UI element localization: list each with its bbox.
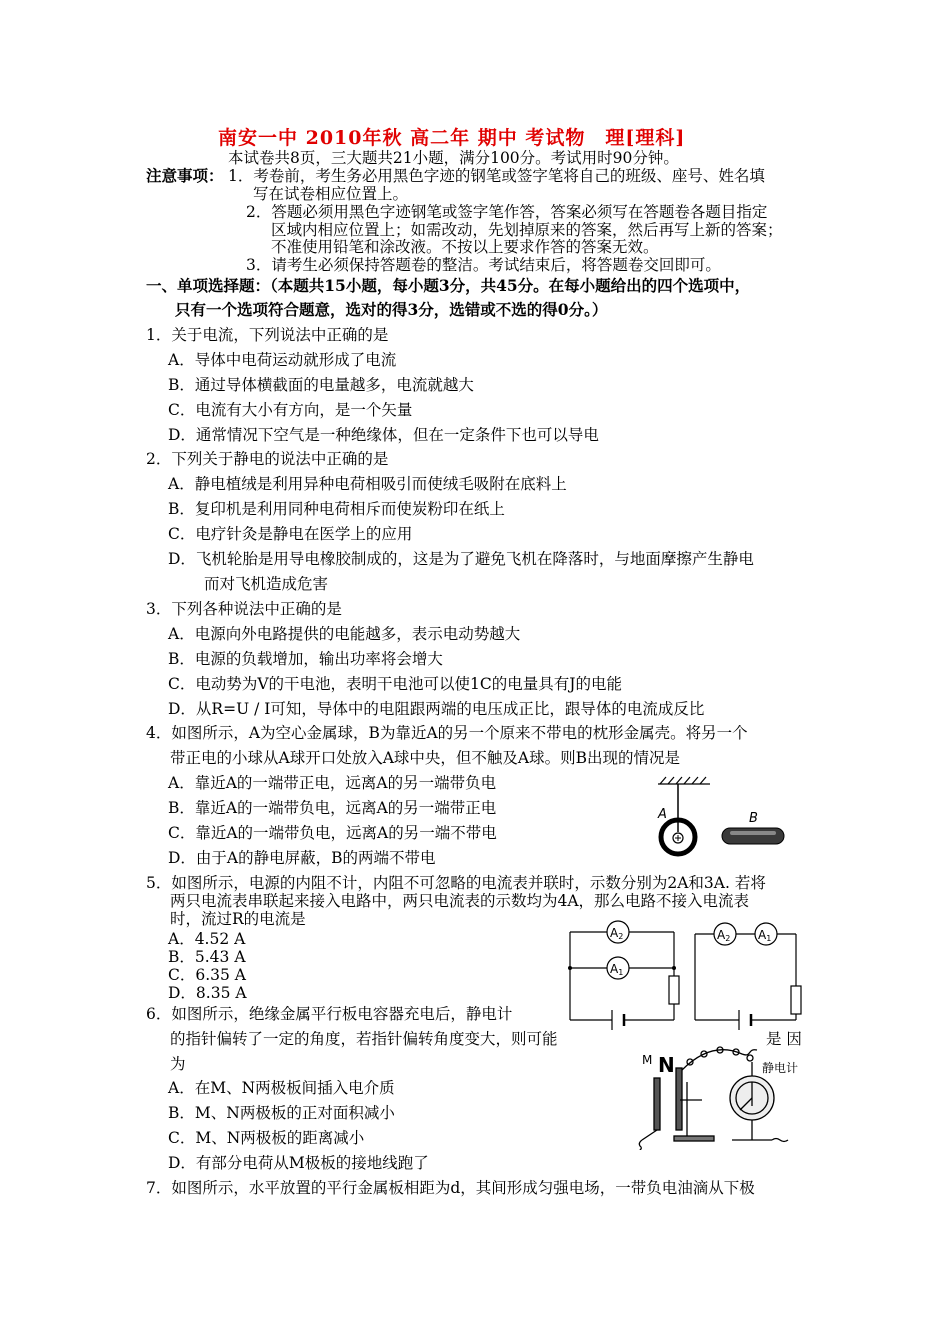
q4-stem-2: 带正电的小球从A球开口处放入A球中央，但不触及A球。则B出现的情况是: [170, 749, 680, 767]
notice-3: 3．请考生必须保持答题卷的整洁。考试结束后，将答题卷交回即可。: [246, 256, 721, 274]
parallel-circuit: [570, 921, 679, 1030]
q1-option-b: B．通过导体横截面的电量越多，电流就越大: [168, 376, 474, 394]
q5-stem-2: 两只电流表串联起来接入电路中，两只电流表的示数均为4A，那么电路不接入电流表: [170, 892, 750, 910]
q3-option-b: B．电源的负载增加，输出功率将会增大: [168, 650, 443, 668]
notice-1b: 写在试卷相应位置上。: [253, 185, 409, 203]
q4-option-b: B．靠近A的一端带负电，远离A的另一端带正电: [168, 799, 497, 817]
q6-option-c: C．M、N两极板的距离减小: [168, 1129, 365, 1147]
q2-stem: 2．下列关于静电的说法中正确的是: [146, 450, 389, 468]
q5-figure: [562, 916, 812, 1034]
q1-option-c: C．电流有大小有方向，是一个矢量: [168, 401, 413, 419]
q3-option-a: A．电源向外电路提供的电能越多，表示电动势越大: [168, 625, 521, 643]
label-b: B: [749, 811, 758, 826]
q6-stem-1: 6．如图所示，绝缘金属平行板电容器充电后，静电计: [146, 1005, 513, 1023]
q4-option-d: D．由于A的静电屏蔽，B的两端不带电: [168, 849, 436, 867]
ammeter-a1-left: A1: [610, 962, 624, 977]
q4-option-a: A．靠近A的一端带正电，远离A的另一端带负电: [168, 774, 497, 792]
q5-stem-3: 时，流过R的电流是: [170, 910, 306, 928]
notice-2a: 2．答题必须用黑色字迹钢笔或签字笔作答，答案必须写在答题卷各题目指定: [246, 203, 768, 221]
ceiling-hatch: [658, 777, 710, 784]
q3-stem: 3．下列各种说法中正确的是: [146, 600, 342, 618]
ammeter-a2-right: A2: [717, 928, 731, 943]
q2-option-d: D．飞机轮胎是用导电橡胶制成的，这是为了避免飞机在降落时，与地面摩擦产生静电: [168, 550, 754, 568]
q2-option-d-cont: 而对飞机造成危害: [204, 575, 329, 593]
q7-stem-1: 7．如图所示，水平放置的平行金属板相距为d，其间形成匀强电场，一带负电油滴从下极: [146, 1179, 755, 1197]
label-electroscope: 静电计: [762, 1061, 799, 1075]
pillow-conductor-b: [722, 828, 784, 844]
q5-stem-1: 5．如图所示，电源的内阻不计，内阻不可忽略的电流表并联时，示数分别为2A和3A. 若将: [146, 874, 766, 892]
section-heading-2: 只有一个选项符合题意，选对的得3分，选错或不选的得0分。）: [175, 300, 608, 319]
q6-stem-3: 为: [170, 1055, 186, 1073]
q6-figure: [612, 1040, 812, 1150]
label-m: M: [642, 1053, 653, 1067]
notice-label: 注意事项：: [146, 166, 224, 185]
label-n: N: [658, 1053, 675, 1077]
q2-option-a: A．静电植绒是利用异种电荷相吸引而使绒毛吸附在底料上: [168, 475, 567, 493]
q6-option-a: A．在M、N两极板间插入电介质: [168, 1079, 395, 1097]
q1-option-d: D．通常情况下空气是一种绝缘体，但在一定条件下也可以导电: [168, 426, 599, 444]
q2-option-b: B．复印机是利用同种电荷相斥而使炭粉印在纸上: [168, 500, 505, 518]
q4-figure: [640, 772, 790, 862]
q1-stem: 1．关于电流，下列说法中正确的是: [146, 326, 389, 344]
q6-option-b: B．M、N两极板的正对面积减小: [168, 1104, 395, 1122]
q5-option-b: B．5.43 A: [168, 948, 246, 966]
q6-option-d: D．有部分电荷从M极板的接地线跑了: [168, 1154, 429, 1172]
series-circuit: [695, 923, 801, 1030]
capacitor-plates: [639, 1068, 714, 1150]
q2-option-c: C．电疗针灸是静电在医学上的应用: [168, 525, 413, 543]
page-title: 南安一中 2010年秋 高二年 期中 考试物 理[理科]: [218, 127, 686, 149]
intro-text: 本试卷共8页，三大题共21小题，满分100分。考试用时90分钟。: [228, 149, 679, 167]
q5-option-c: C．6.35 A: [168, 966, 246, 984]
q1-option-a: A．导体中电荷运动就形成了电流: [168, 351, 397, 369]
section-heading-1: 一、单项选择题：（本题共15小题，每小题3分，共45分。在每小题给出的四个选项中，: [146, 276, 751, 295]
q4-stem-1: 4．如图所示，A为空心金属球，B为靠近A的另一个原来不带电的枕形金属壳。将另一个: [146, 724, 748, 742]
label-a: A: [658, 807, 667, 822]
q6-stem-2b: 是 因: [766, 1030, 802, 1048]
q4-option-c: C．靠近A的一端带负电，远离A的另一端不带电: [168, 824, 497, 842]
notice-2c: 不准使用铅笔和涂改液。不按以上要求作答的答案无效。: [271, 238, 659, 256]
q5-option-a: A．4.52 A: [168, 930, 246, 948]
connecting-wire: [682, 1047, 757, 1070]
notice-2b: 区域内相应位置上；如需改动，先划掉原来的答案，然后再写上新的答案；: [271, 221, 783, 239]
q3-option-c: C．电动势为V的干电池，表明干电池可以使1C的电量具有J的电能: [168, 675, 622, 693]
notice-1a: 1．考卷前，考生务必用黑色字迹的钢笔或签字笔将自己的班级、座号、姓名填: [228, 167, 765, 185]
q6-stem-2: 的指针偏转了一定的角度，若指针偏转角度变大，则可能: [170, 1030, 558, 1048]
ammeter-a1-right: A1: [758, 928, 772, 943]
q5-option-d: D．8.35 A: [168, 984, 247, 1002]
q3-option-d: D．从R=U / I可知，导体中的电阻跟两端的电压成正比，跟导体的电流成反比: [168, 700, 705, 718]
ammeter-a2-left: A2: [610, 926, 624, 941]
